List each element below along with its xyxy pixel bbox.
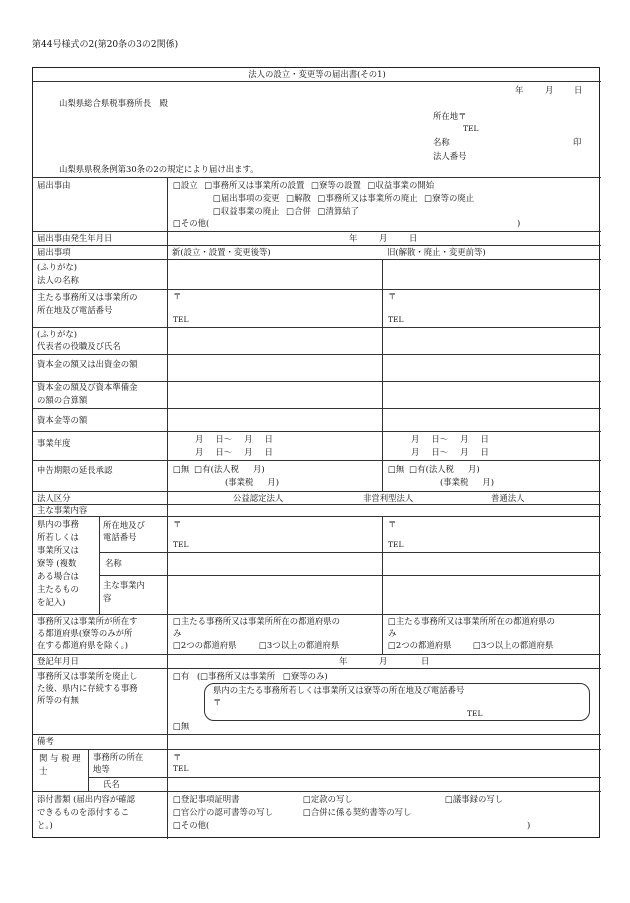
checkbox-revenue-start[interactable]: □収益事業の開始 xyxy=(367,180,435,190)
attach-l1: 添付書類 (届出内容が確認 xyxy=(37,794,136,804)
rep-furigana-label: (ふりがな) xyxy=(37,329,78,339)
tax-office-label-2: 地等 xyxy=(93,764,110,774)
date-month: 月 xyxy=(545,85,554,95)
row-divider xyxy=(33,81,601,82)
tax-acct-label-1: 関 与 税 理 xyxy=(39,753,81,763)
checkbox-pref-three[interactable]: □3つ以上の都道府県 xyxy=(259,640,340,650)
col-divider xyxy=(382,259,383,491)
row-divider xyxy=(33,516,601,517)
m: 月 xyxy=(195,434,204,444)
matter-line3 xyxy=(213,207,359,217)
form-title: 法人の設立・変更等の届出書(その1) xyxy=(248,69,386,79)
row-divider xyxy=(33,177,601,178)
new-tel-label: TEL xyxy=(173,315,189,324)
reg-year: 年 xyxy=(339,656,348,666)
date-year: 年 xyxy=(515,85,524,95)
new-column-header: 新(設立・設置・変更後等) xyxy=(172,247,271,257)
row-divider xyxy=(33,231,601,232)
old-postal-mark: 〒 xyxy=(388,291,397,301)
row-divider xyxy=(33,327,601,328)
checkbox-revenue-end[interactable]: □収益事業の廃止 xyxy=(213,206,280,216)
attach-l3: と。) xyxy=(37,820,53,830)
reg-date-label: 登記年月日 xyxy=(37,656,79,666)
tax-name-label: 氏名 xyxy=(103,779,120,789)
col-divider xyxy=(167,614,168,839)
row-divider xyxy=(33,408,601,409)
checkbox-ext-none[interactable]: □無 xyxy=(173,464,190,474)
checkbox-ext-old-none[interactable]: □無 xyxy=(388,464,405,474)
pref-office-l2: 所若しくは xyxy=(37,532,79,542)
corp-number-label: 法人番号 xyxy=(433,151,467,161)
tax-office-label-1: 事務所の所在 xyxy=(93,752,144,762)
row-divider xyxy=(33,431,601,432)
c: 月) xyxy=(252,464,265,474)
checkbox-remaining-yes[interactable]: □有 xyxy=(173,671,190,681)
col-divider xyxy=(167,177,168,559)
checkbox-remaining-none[interactable]: □無 xyxy=(173,721,190,731)
tax-acct-label-2: 士 xyxy=(39,766,48,776)
c: 月) xyxy=(467,464,480,474)
fiscal-year-label: 事業年度 xyxy=(37,438,71,448)
occ-month: 月 xyxy=(379,233,388,243)
fiscal-old-row2 xyxy=(411,448,489,458)
pref-addr-label-2: 電話番号 xyxy=(103,532,137,542)
main-office-label-2: 所在地及び電話番号 xyxy=(37,305,113,315)
col-divider xyxy=(167,516,168,614)
pref-old-tel: TEL xyxy=(388,540,404,549)
row-divider xyxy=(33,504,601,505)
checkbox-pref-two[interactable]: □2つの都道府県 xyxy=(173,640,237,650)
checkbox-matter-other[interactable]: □その他( xyxy=(173,218,210,228)
checkbox-attach-permit[interactable]: □官公庁の認可書等の写し xyxy=(173,807,274,817)
checkbox-dorm-setup[interactable]: □寮等の設置 xyxy=(311,180,361,190)
m: 月 xyxy=(460,434,469,444)
option-non-profit[interactable]: 非営利型法人 xyxy=(363,493,414,503)
statement: 山梨県県税条例第30条の2の規定により届け出ます。 xyxy=(59,164,259,174)
checkbox-change[interactable]: □届出事項の変更 xyxy=(213,193,280,203)
col-divider xyxy=(99,516,100,614)
m: 月 xyxy=(195,447,204,457)
d: 日～ xyxy=(431,447,449,457)
pref-count-l3: 在する都道府県を除く。) xyxy=(37,640,129,650)
pref-office-l3: 事業所又は xyxy=(37,545,79,555)
pref-office-l4: 寮等 (複数 xyxy=(37,558,77,568)
d: 日 xyxy=(264,447,273,457)
checkbox-merger[interactable]: □合併 xyxy=(286,206,311,216)
m: 月 xyxy=(411,434,420,444)
occ-day: 日 xyxy=(409,233,418,243)
remaining-opt-b[interactable]: □寮等のみ) xyxy=(283,671,328,681)
row-divider xyxy=(33,259,601,260)
m: 月 xyxy=(460,447,469,457)
checkbox-pref-old-main-only[interactable]: □主たる事務所又は事業所所在の都道府県の xyxy=(388,616,556,626)
checkbox-ext-yes[interactable]: □有(法人税 xyxy=(194,464,239,474)
pref-biz-label-2: 容 xyxy=(103,593,112,603)
pref-old-opt1b: み xyxy=(388,628,397,638)
attach-l2: できるものを添付するこ xyxy=(37,807,130,817)
attach-other-close: ) xyxy=(527,820,531,830)
remaining-tel: TEL xyxy=(467,709,483,718)
furigana-label: (ふりがな) xyxy=(37,262,78,272)
remaining-postal: 〒 xyxy=(213,697,222,707)
checkbox-establish[interactable]: □設立 xyxy=(173,180,198,190)
checkbox-office-close[interactable]: □事務所又は事業所の廃止 xyxy=(317,193,418,203)
fiscal-new-row1 xyxy=(195,435,273,445)
form-number: 第44号様式の2(第20条の3の2関係) xyxy=(32,40,179,50)
fiscal-old-row1 xyxy=(411,435,489,445)
checkbox-liquidation[interactable]: □清算結了 xyxy=(317,206,359,216)
remaining-l3: 所等の有無 xyxy=(37,695,79,705)
pref-biz-label-1: 主な事業内 xyxy=(103,580,145,590)
capital-label-3: 資本金等の額 xyxy=(37,415,88,425)
checkbox-pref-main-only[interactable]: □主たる事務所又は事業所所在の都道府県の xyxy=(173,616,341,626)
pref-opt1b: み xyxy=(173,628,182,638)
option-public-interest[interactable]: 公益認定法人 xyxy=(233,493,284,503)
reg-day: 日 xyxy=(421,656,430,666)
tax-tel: TEL xyxy=(173,764,189,773)
checkbox-office-setup[interactable]: □事務所又は事業所の設置 xyxy=(204,180,305,190)
row-divider xyxy=(33,791,601,792)
checkbox-ext-old-yes[interactable]: □有(法人税 xyxy=(409,464,454,474)
matter-line2 xyxy=(213,194,474,204)
d: 日 xyxy=(264,434,273,444)
row-divider xyxy=(33,245,601,246)
m: 月 xyxy=(244,447,253,457)
seal-label: 印 xyxy=(573,137,582,147)
pref-office-l7: を記入) xyxy=(37,597,66,607)
extension-old-biz xyxy=(440,478,494,488)
reg-month: 月 xyxy=(379,656,388,666)
occurrence-date-label: 届出事由発生年月日 xyxy=(37,233,113,243)
notification-form xyxy=(32,67,600,838)
extension-new xyxy=(173,465,265,475)
pref-addr-label-1: 所在地及び xyxy=(103,520,145,530)
pref-new-postal: 〒 xyxy=(173,519,182,529)
c: 月) xyxy=(482,477,495,487)
checkbox-dissolve[interactable]: □解散 xyxy=(286,193,311,203)
col-divider xyxy=(88,749,89,791)
pref-office-l5: ある場合は xyxy=(37,571,79,581)
checkbox-attach-merger[interactable]: □合併に係る契約書等の写し xyxy=(303,807,412,817)
d: 日～ xyxy=(215,434,233,444)
pref-office-l1: 県内の事務 xyxy=(37,519,79,529)
applicant-name-label: 名称 xyxy=(433,137,450,147)
row-divider xyxy=(99,552,601,553)
m: 月 xyxy=(244,434,253,444)
occ-year: 年 xyxy=(349,233,358,243)
row-divider xyxy=(33,654,601,655)
capital-label-2a: 資本金の額及び資本準備金 xyxy=(37,382,138,392)
remaining-opt-a[interactable]: (□事務所又は事業所 xyxy=(197,671,276,681)
old-column-header: 旧(解散・廃止・変更前等) xyxy=(387,247,486,257)
tax-postal: 〒 xyxy=(173,752,182,762)
option-ordinary[interactable]: 普通法人 xyxy=(491,493,525,503)
checkbox-pref-old-two[interactable]: □2つの都道府県 xyxy=(388,640,452,650)
extension-new-biz xyxy=(225,478,279,488)
capital-label-1: 資本金の額又は出資金の額 xyxy=(37,359,138,369)
d: 日 xyxy=(480,447,489,457)
items-label: 届出事項 xyxy=(37,247,71,257)
new-postal-mark: 〒 xyxy=(173,291,182,301)
date-day: 日 xyxy=(574,85,583,95)
checkbox-attach-other[interactable]: □その他( xyxy=(173,820,210,830)
d: 日 xyxy=(480,434,489,444)
b: (事業税 xyxy=(440,477,469,487)
pref-count-l2: る都道府県(寮等のみが所 xyxy=(37,628,133,638)
remaining-l1: 事務所又は事業所を廃止し xyxy=(37,671,138,681)
recipient: 山梨県総合県税事務所長 殿 xyxy=(59,98,168,108)
row-divider xyxy=(33,749,601,750)
rep-name-label: 代表者の役職及び氏名 xyxy=(37,341,121,351)
remarks-label: 備考 xyxy=(37,736,54,746)
pref-old-postal: 〒 xyxy=(388,519,397,529)
row-divider xyxy=(33,491,601,492)
checkbox-pref-old-three[interactable]: □3つ以上の都道府県 xyxy=(473,640,554,650)
applicant-tel-label: TEL xyxy=(463,124,479,133)
pref-count-l1: 事務所又は事業所が所在す xyxy=(37,616,138,626)
extension-old xyxy=(388,465,480,475)
row-divider xyxy=(33,668,601,669)
checkbox-attach-articles[interactable]: □定款の写し xyxy=(303,794,353,804)
col-divider xyxy=(382,516,383,654)
matter-other-close: ) xyxy=(517,218,521,228)
matter-line1 xyxy=(173,181,434,191)
d: 日～ xyxy=(215,447,233,457)
checkbox-dorm-close[interactable]: □寮等の廃止 xyxy=(424,193,475,203)
matter-label: 届出事由 xyxy=(37,180,71,190)
c: 月) xyxy=(267,477,280,487)
checkbox-attach-registry[interactable]: □登記事項証明書 xyxy=(173,794,240,804)
checkbox-attach-minutes[interactable]: □議事録の写し xyxy=(445,794,504,804)
extension-label: 申告期限の延長承認 xyxy=(37,465,113,475)
fiscal-new-row2 xyxy=(195,448,273,458)
row-divider xyxy=(33,614,601,615)
capital-label-2b: の額の合算額 xyxy=(37,395,88,405)
row-divider xyxy=(33,734,601,735)
pref-name-label: 名称 xyxy=(105,558,122,568)
main-office-label-1: 主たる事務所又は事業所の xyxy=(37,292,138,302)
main-business-label: 主な事業内容 xyxy=(37,505,88,515)
remaining-inner-label: 県内の主たる事務所若しくは事業所又は寮等の所在地及び電話番号 xyxy=(213,685,465,695)
row-divider xyxy=(33,354,601,355)
applicant-address-label: 所在地〒 xyxy=(433,111,467,121)
row-divider xyxy=(33,460,601,461)
old-tel-label: TEL xyxy=(388,315,404,324)
row-divider xyxy=(88,777,601,778)
d: 日～ xyxy=(431,434,449,444)
m: 月 xyxy=(411,447,420,457)
row-divider xyxy=(33,289,601,290)
b: (事業税 xyxy=(225,477,254,487)
corp-name-label: 法人の名称 xyxy=(37,275,79,285)
corp-class-label: 法人区分 xyxy=(37,493,71,503)
row-divider xyxy=(99,575,601,576)
pref-new-tel: TEL xyxy=(173,540,189,549)
pref-office-l6: 主たるもの xyxy=(37,584,79,594)
remaining-l2: た後、県内に存続する事務 xyxy=(37,683,138,693)
